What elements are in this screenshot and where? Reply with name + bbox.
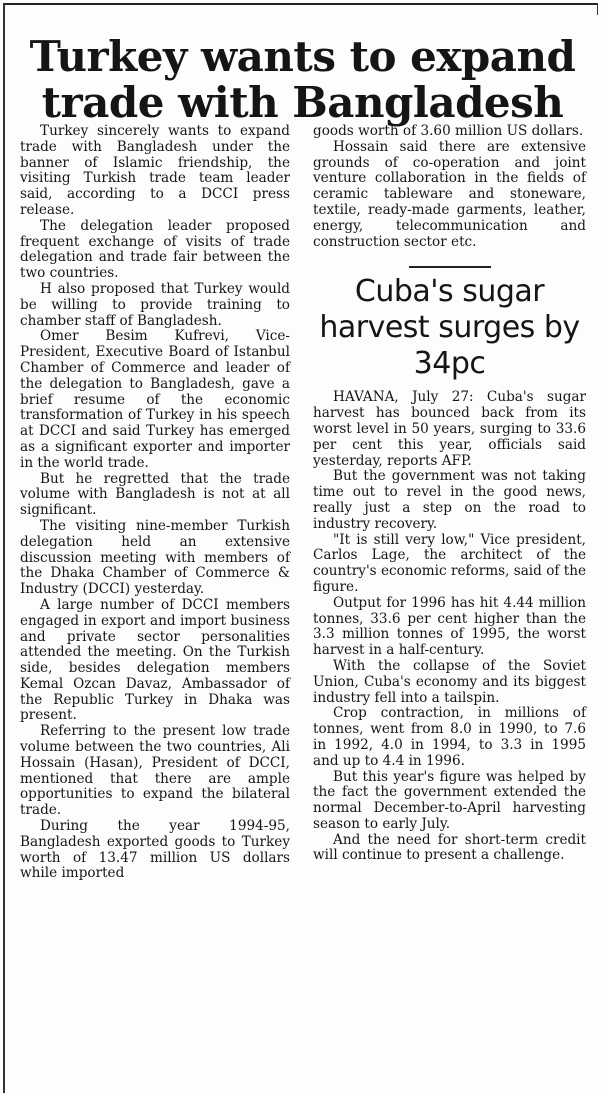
- right-corner-rule: [597, 3, 598, 15]
- story1-paragraph: The delegation leader proposed frequent exchange of visits of trade delegation and trade fair between the two countries.: [20, 217, 290, 282]
- story2-paragraph: Output for 1996 has hit 4.44 million tonnes, 33.6 per cent higher than the 3.3 million tonnes of 1995, the worst harvest in a half-century.: [313, 594, 586, 659]
- main-headline: Turkey wants to expand trade with Bangladesh: [29, 32, 576, 128]
- story-divider: [409, 266, 491, 268]
- story2-body: [313, 390, 586, 864]
- story1-continuation: Hossain said there are extensive grounds of co-operation and joint venture collaboration in the fields of ceramic tableware and stoneware, textile, ready-made garments, leather, energy, telecommunication and construction sector etc.: [313, 138, 586, 250]
- story2-paragraph: Crop contraction, in millions of tonnes, went from 8.0 in 1990, to 7.6 in 1992, 4.0 in 1994, to 3.3 in 1995 and up to 4.4 in 1996.: [313, 705, 586, 769]
- story1-paragraph: H also proposed that Turkey would be willing to provide training to chamber staff of Bangladesh.: [20, 280, 290, 329]
- story1-paragraph: Referring to the present low trade volume between the two countries, Ali Hossain (Hasan), President of DCCI, mentioned that there are ample opportunities to expand the bilateral trade.: [20, 723, 290, 819]
- story1-column: [20, 124, 290, 882]
- story1-paragraph: Omer Besim Kufrevi, Vice-President, Executive Board of Istanbul Chamber of Commerce and leader of the delegation to Bangladesh, gave a brief resume of the economic transformation of Turkey in his speech at DCCI and said Turkey has emerged as a significant exporter and importer in the world trade.: [20, 328, 290, 471]
- story1-paragraph: But he regretted that the trade volume with Bangladesh is not at all significant.: [20, 470, 290, 519]
- left-column-rule: [3, 3, 5, 1093]
- story1-paragraph: The visiting nine-member Turkish delegation held an extensive discussion meeting with members of the Dhaka Chamber of Commerce & Industry (DCCI) yesterday.: [20, 517, 290, 598]
- story2-paragraph: "It is still very low," Vice president, Carlos Lage, the architect of the country's economic reforms, said of the figure.: [313, 531, 586, 595]
- story2-headline: Cuba's sugar harvest surges by 34pc: [319, 274, 580, 382]
- story2-paragraph: HAVANA, July 27: Cuba's sugar harvest has bounced back from its worst level in 50 years, surging to 33.6 per cent this year, officials said yesterday, reports AFP.: [313, 389, 586, 469]
- story1-paragraph: Turkey sincerely wants to expand trade with Bangladesh under the banner of Islamic friendship, the visiting Turkish trade team leader said, according to a DCCI press release.: [20, 123, 290, 218]
- story1-continuation: goods worth of 3.60 million US dollars.: [313, 123, 584, 139]
- story2-paragraph: With the collapse of the Soviet Union, Cuba's economy and its biggest industry fell into a tailspin.: [313, 657, 586, 706]
- story2-paragraph: But the government was not taking time out to revel in the good news, really just a step on the road to industry recovery.: [313, 468, 586, 532]
- right-column: [313, 124, 586, 864]
- story2-paragraph: And the need for short-term credit will continue to present a challenge.: [313, 831, 586, 864]
- story2-paragraph: But this year's figure was helped by the fact the government extended the normal December-to-April harvesting season to early July.: [313, 768, 586, 832]
- story1-paragraph: A large number of DCCI members engaged in export and import business and private sector personalities attended the meeting. On the Turkish side, besides delegation members Kemal Ozcan Davaz, Ambassador of the Republic Turkey in Dhaka was present.: [20, 596, 290, 724]
- top-rule: [4, 3, 597, 5]
- story1-paragraph: During the year 1994-95, Bangladesh exported goods to Turkey worth of 13.47 million US dollars while imported: [20, 818, 290, 882]
